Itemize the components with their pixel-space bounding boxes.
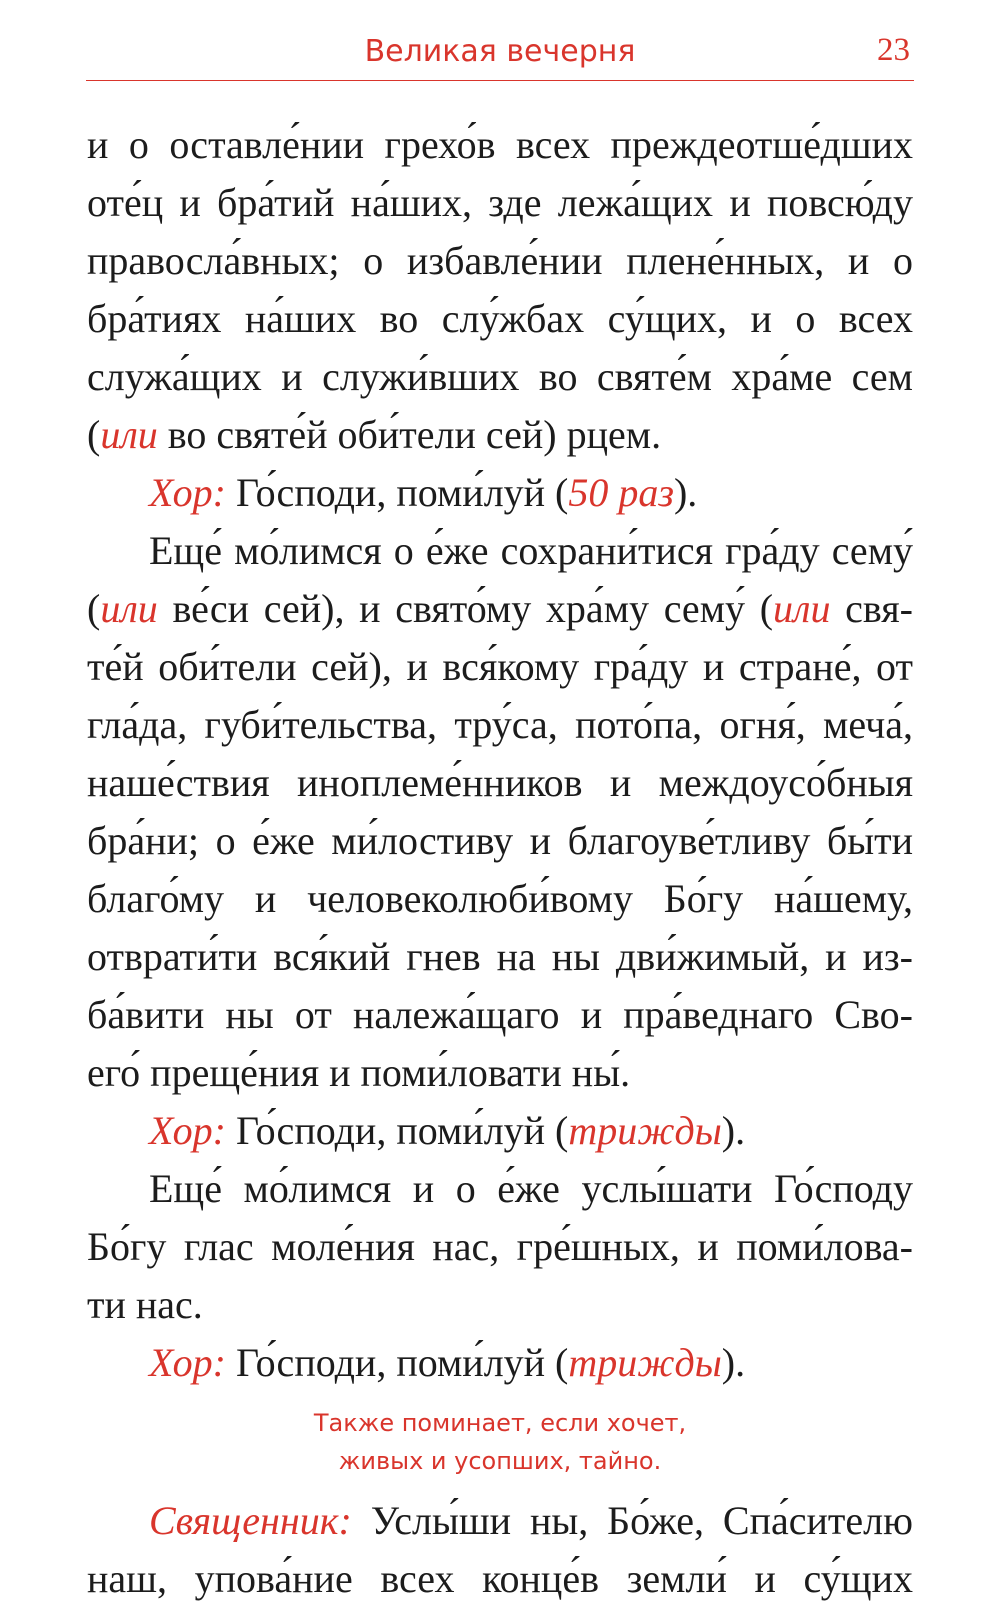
paragraph — [87, 116, 913, 464]
text-run: ). — [721, 1340, 746, 1385]
rubric: 50 раз — [568, 470, 674, 515]
choir-response — [87, 464, 913, 522]
rubric: трижды — [568, 1108, 722, 1153]
text-line: служа́щих и служи́вших во святе́м хра́ме сем — [87, 354, 913, 399]
text-line: правосла́вных; о избавле́нии плене́нных, и о — [87, 238, 913, 283]
text-run: Го́споди, поми́луй ( — [225, 1108, 569, 1153]
text-line — [87, 580, 913, 638]
rubric-note-line: Также поминает, если хочет, — [313, 1409, 687, 1437]
text-line: благо́му и человеколюби́вому Бо́гу на́шему, — [87, 876, 913, 921]
text-run: свя- — [830, 586, 913, 631]
text-line: бра́тиях на́ших во слу́жбах су́щих, и о всех — [87, 296, 913, 341]
rubric: или — [100, 586, 158, 631]
text-line: ба́вити ны от належа́щаго и пра́веднаго Сво- — [87, 992, 913, 1037]
text-run: ( — [87, 412, 101, 457]
text-line: наше́ствия иноплеме́нников и междоусо́бныя — [87, 760, 913, 805]
text-line — [87, 406, 913, 464]
text-line: те́й оби́тели сей), и вся́кому гра́ду и стране́, от — [87, 644, 913, 689]
text-line: ти нас. — [87, 1282, 203, 1327]
text-line: гла́да, губи́тельства, тру́са, пото́па, огня́, меча́, — [87, 702, 913, 747]
paragraph — [87, 1492, 913, 1608]
rubric: или — [100, 412, 158, 457]
text-line: и о оставле́нии грехо́в всех преждеотше́дших — [87, 122, 913, 167]
text-run: ве́си сей), и свято́му хра́му сему́ ( — [157, 586, 774, 631]
rubric-priest: Священник: — [149, 1498, 352, 1543]
rubric-choir: Хор: — [149, 470, 226, 515]
rubric-choir: Хор: — [149, 1108, 226, 1153]
text-line: наш, упова́ние всех конце́в земли́ и су́щих — [87, 1556, 913, 1601]
text-run: Услы́ши ны, Бо́же, Спа́сителю — [351, 1498, 913, 1543]
text-line: отврати́ти вся́кий гнев на ны дви́жимый, и из- — [87, 934, 913, 979]
rubric: трижды — [568, 1340, 722, 1385]
page-body — [87, 116, 913, 1608]
text-run: ). — [673, 470, 698, 515]
rubric: или — [773, 586, 831, 631]
rubric-note-line: живых и усопших, тайно. — [338, 1447, 662, 1475]
choir-response — [87, 1334, 913, 1392]
spacer — [87, 1480, 913, 1492]
paragraph — [87, 1160, 913, 1334]
text-run: ). — [721, 1108, 746, 1153]
running-title: Великая вечерня — [364, 34, 636, 69]
text-run: во святе́й оби́тели сей) рцем. — [157, 412, 662, 457]
choir-response — [87, 1102, 913, 1160]
rubric-choir: Хор: — [149, 1340, 226, 1385]
text-line: Бо́гу глас моле́ния нас, гре́шных, и поми́лова- — [87, 1224, 913, 1269]
text-run: Го́споди, поми́луй ( — [225, 1340, 569, 1385]
text-run: Го́споди, поми́луй ( — [225, 470, 569, 515]
spacer — [87, 1392, 913, 1404]
text-line: его́ преще́ния и поми́ловати ны́. — [87, 1050, 631, 1095]
running-header — [86, 26, 914, 81]
text-line: Еще́ мо́лимся и о е́же услы́шати Го́споду — [149, 1166, 913, 1211]
page-number: 23 — [877, 32, 910, 68]
text-line: бра́ни; о е́же ми́лостиву и благоуве́тливу бы́ти — [87, 818, 913, 863]
text-run: ( — [87, 586, 101, 631]
text-line — [87, 1492, 913, 1550]
text-line: оте́ц и бра́тий на́ших, зде лежа́щих и повсю́ду — [87, 180, 913, 225]
paragraph — [87, 522, 913, 1102]
text-line: Еще́ мо́лимся о е́же сохрани́тися гра́ду сему́ — [149, 528, 913, 573]
